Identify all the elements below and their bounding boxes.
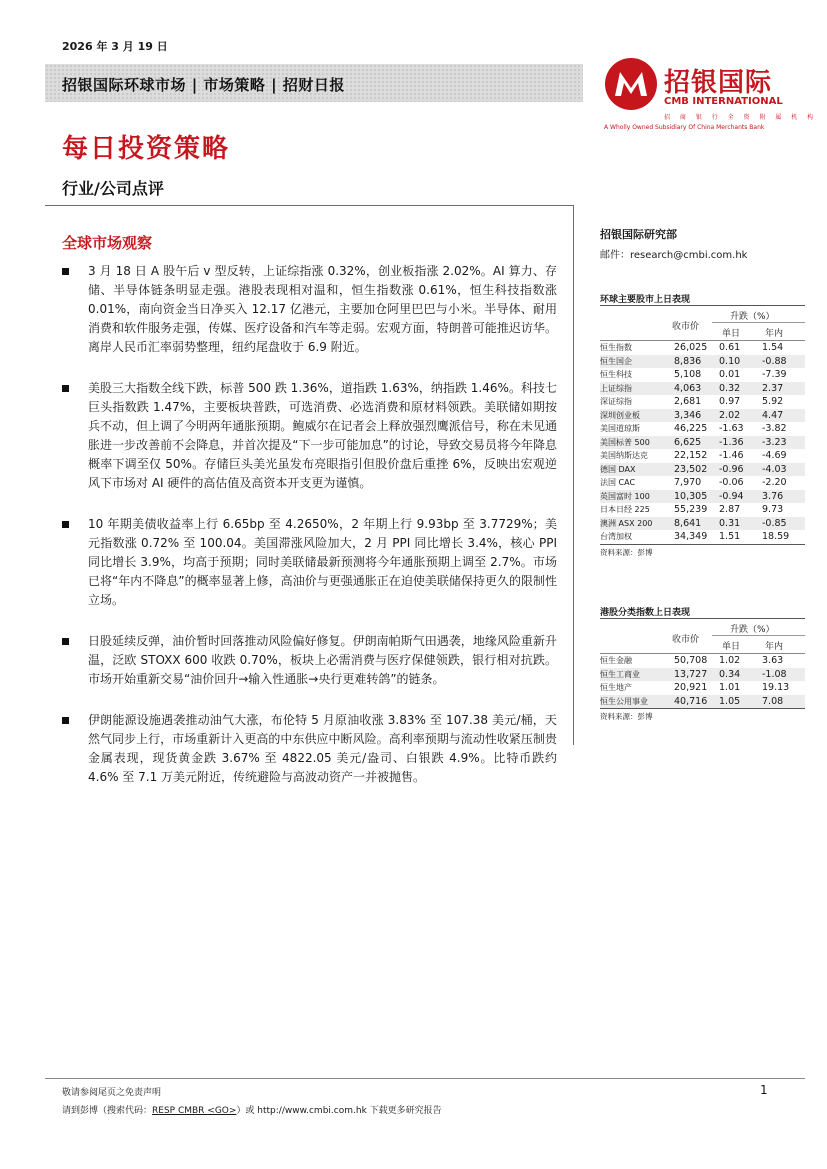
row-day: 0.61 (719, 342, 741, 353)
col-change: 升跌（%） (730, 312, 775, 322)
row-price: 26,025 (674, 342, 708, 353)
footer-divider (45, 1078, 805, 1079)
logo-name-en: CMB INTERNATIONAL (664, 96, 783, 107)
table-row (600, 681, 805, 695)
row-price: 7,970 (674, 477, 702, 488)
col-ytd: 年内 (765, 642, 784, 652)
row-ytd: 2.37 (762, 382, 784, 394)
table-header (600, 618, 805, 654)
row-name: 日本日经 225 (600, 505, 650, 514)
list-item (62, 515, 557, 610)
footer-prefix: 请到彭博（搜索代码： (62, 1106, 153, 1116)
report-date: 2026 年 3 月 19 日 (62, 40, 168, 53)
bullet-text: 3 月 18 日 A 股午后 v 型反转，上证综指涨 0.32%，创业板指涨 2.02%。AI 算力、存储、半导体链条明显走强。港股表现相对温和，恒生指数涨 0.61%，恒生科技指数涨 0.01%，南向资金当日净买入 12.17 亿港元，主要加仓阿里巴巴与小米。半导体、耐用消费和软件服务走强，传媒、医疗设备和汽车等走弱。宏观方面，特朗普可能推迟访华。离岸人民币汇率弱势整理，纽约尾盘收于 6.9 附近。 (88, 264, 557, 354)
row-price: 6,625 (674, 436, 702, 448)
table-source: 资料来源：彭博 (600, 708, 805, 722)
row-name: 深证综指 (600, 397, 632, 406)
table-row (600, 395, 805, 409)
table-row (600, 490, 805, 504)
footer-download-note (62, 1103, 442, 1116)
row-day: -0.94 (719, 490, 744, 502)
row-ytd: -0.88 (762, 355, 787, 367)
list-item (62, 379, 557, 493)
page-subtitle: 行业/公司点评 (62, 179, 164, 198)
table-body (600, 341, 805, 544)
table-row (600, 654, 805, 668)
section-title: 全球市场观察 (62, 234, 153, 252)
row-day: 0.34 (719, 668, 741, 680)
logo-sub-en: A Wholly Owned Subsidiary Of China Merchants Bank (604, 124, 765, 131)
divider (45, 205, 573, 206)
row-price: 2,681 (674, 396, 702, 407)
footer-website[interactable]: ）或 http://www.cmbi.com.hk 下载更多研究报告 (236, 1106, 442, 1116)
row-ytd: -0.85 (762, 517, 787, 529)
table-row (600, 530, 805, 544)
row-name: 台湾加权 (600, 532, 632, 541)
bullet-list (62, 262, 557, 809)
row-price: 5,108 (674, 369, 702, 380)
cmbi-logo-icon (603, 56, 659, 112)
row-ytd: -3.23 (762, 436, 787, 448)
row-name: 美国纳斯达克 (600, 451, 648, 460)
row-day: -1.46 (719, 450, 744, 461)
table-row (600, 517, 805, 531)
page-title: 每日投资策略 (62, 134, 231, 164)
row-ytd: 3.63 (762, 655, 784, 666)
bloomberg-code-link[interactable]: RESP CMBR <GO> (152, 1106, 237, 1116)
row-name: 深圳创业板 (600, 410, 640, 420)
row-ytd: -7.39 (762, 369, 787, 380)
table-row (600, 382, 805, 396)
row-day: 2.02 (719, 409, 741, 421)
list-item (62, 262, 557, 357)
row-price: 55,239 (674, 504, 708, 515)
row-price: 13,727 (674, 668, 708, 680)
row-name: 英国富时 100 (600, 491, 650, 501)
row-price: 10,305 (674, 490, 708, 502)
table-row (600, 668, 805, 682)
row-price: 4,063 (674, 382, 702, 394)
table-row (600, 409, 805, 423)
row-ytd: 7.08 (762, 695, 784, 707)
row-name: 上证综指 (600, 383, 632, 393)
row-ytd: -4.03 (762, 463, 787, 475)
row-name: 恒生公用事业 (600, 696, 648, 706)
table-row (600, 436, 805, 450)
row-day: 1.51 (719, 531, 741, 542)
row-ytd: -4.69 (762, 450, 787, 461)
logo-sub-cn: 招 商 银 行 全 资 附 属 机 构 (664, 114, 818, 121)
row-day: 0.97 (719, 396, 741, 407)
table-body (600, 654, 805, 708)
research-email[interactable]: 邮件：research@cmbi.com.hk (600, 250, 748, 261)
row-ytd: -1.08 (762, 668, 787, 680)
footer-disclaimer: 敬请参阅尾页之免责声明 (62, 1088, 162, 1098)
row-name: 恒生地产 (600, 683, 632, 692)
table-row (600, 355, 805, 369)
table2-title: 港股分类指数上日表现 (600, 608, 691, 618)
table-source: 资料来源：彭博 (600, 544, 805, 558)
bullet-square-icon (62, 521, 69, 528)
row-price: 46,225 (674, 423, 708, 434)
bullet-text: 美股三大指数全线下跌，标普 500 跌 1.36%，道指跌 1.63%，纳指跌 1.46%。科技七巨头指数跌 1.47%，主要板块普跌，可选消费、必选消费和原材料领跌。美联储如期按兵不动，但上调了今明两年通胀预期。鲍威尔在记者会上释放强烈鹰派信号，称在未见通胀进一步改善前不会降息，并首次提及“下一步可能加息”的讨论，导致交易员将今年降息概率下调至仅 50%。存储巨头美光虽发布亮眼指引但股价盘后重挫 6%，反映出宏观逆风下市场对 AI 硬件的高估值及高资本开支更为谨慎。 (88, 381, 557, 490)
row-ytd: 3.76 (762, 490, 784, 502)
row-ytd: 1.54 (762, 342, 784, 353)
row-price: 8,641 (674, 517, 702, 529)
bullet-square-icon (62, 385, 69, 392)
table-row (600, 503, 805, 517)
col-day: 单日 (722, 329, 741, 339)
bullet-text: 10 年期美债收益率上行 6.65bp 至 4.2650%，2 年期上行 9.93bp 至 3.7729%；美元指数涨 0.72% 至 100.04。美国滞涨风险加大，2 月 PPI 同比增长 3.4%，核心 PPI 同比增长 3.9%，均高于预期；同时美联储最新预测将今年通胀预期上调至 2.7%。市场已将“年内不降息”的概率显著上修，高油价与更强通胀正在迫使美联储保持更久的限制性立场。 (88, 517, 557, 607)
bullet-square-icon (62, 717, 69, 724)
col-day: 单日 (722, 642, 741, 652)
table-row (600, 422, 805, 436)
row-name: 法国 CAC (600, 478, 636, 487)
row-day: -0.06 (719, 477, 744, 488)
table-row (600, 449, 805, 463)
header-divider (712, 322, 805, 323)
header-band-title: 招银国际环球市场 | 市场策略 | 招财日报 (62, 76, 345, 94)
row-ytd: 19.13 (762, 682, 790, 693)
row-name: 恒生国企 (600, 356, 632, 366)
row-day: -1.63 (719, 423, 744, 434)
row-name: 美国标普 500 (600, 437, 650, 447)
row-day: 0.31 (719, 517, 741, 529)
row-price: 20,921 (674, 682, 708, 693)
row-name: 德国 DAX (600, 464, 636, 474)
table1-title: 环球主要股市上日表现 (600, 295, 691, 305)
row-day: 1.02 (719, 655, 741, 666)
row-ytd: -3.82 (762, 423, 787, 434)
table-row (600, 341, 805, 355)
row-day: 1.01 (719, 682, 741, 693)
row-name: 美国道琼斯 (600, 424, 640, 433)
column-divider (573, 205, 574, 745)
bullet-square-icon (62, 638, 69, 645)
row-day: 0.01 (719, 369, 741, 380)
row-ytd: 9.73 (762, 504, 784, 515)
hk-sector-table (600, 618, 805, 722)
row-day: 0.32 (719, 382, 741, 394)
row-price: 22,152 (674, 450, 708, 461)
row-name: 恒生指数 (600, 343, 632, 352)
bullet-square-icon (62, 268, 69, 275)
global-markets-table (600, 305, 805, 558)
row-day: 1.05 (719, 695, 741, 707)
header-band (45, 64, 583, 102)
research-dept: 招银国际研究部 (600, 228, 677, 241)
row-ytd: 5.92 (762, 396, 784, 407)
row-ytd: 4.47 (762, 409, 784, 421)
logo-name-cn: 招银国际 (664, 68, 773, 98)
row-day: 0.10 (719, 355, 741, 367)
row-price: 40,716 (674, 695, 708, 707)
col-change: 升跌（%） (730, 625, 775, 635)
row-price: 3,346 (674, 409, 702, 421)
col-ytd: 年内 (765, 329, 784, 339)
row-ytd: 18.59 (762, 531, 790, 542)
table-header (600, 305, 805, 341)
bullet-text: 日股延续反弹，油价暂时回落推动风险偏好修复。伊朗南帕斯气田遇袭，地缘风险重新升温，泛欧 STOXX 600 收跌 0.70%，板块上必需消费与医疗保健领跌，银行相对抗跌。 市场开始重新交易“油价回升→输入性通胀→央行更难转鸽”的链条。 (88, 634, 557, 686)
row-day: 2.87 (719, 504, 741, 515)
table-row (600, 476, 805, 490)
bullet-text: 伊朗能源设施遇袭推动油气大涨，布伦特 5 月原油收涨 3.83% 至 107.38 美元/桶，天然气同步上行，市场重新计入更高的中东供应中断风险。高利率预期与流动性收紧压制贵金属表现，现货黄金跌 3.67% 至 4822.05 美元/盎司、白银跌 4.9%。比特币跌约 4.6% 至 7.1 万美元附近，传统避险与高波动资产一并被抛售。 (88, 713, 557, 784)
row-name: 恒生科技 (600, 370, 632, 379)
list-item (62, 632, 557, 689)
col-price: 收市价 (672, 322, 700, 332)
row-ytd: -2.20 (762, 477, 787, 488)
row-price: 8,836 (674, 355, 702, 367)
row-day: -0.96 (719, 463, 744, 475)
table-row (600, 463, 805, 477)
col-price: 收市价 (672, 635, 700, 645)
page-number: 1 (760, 1083, 768, 1097)
row-price: 50,708 (674, 655, 708, 666)
row-day: -1.36 (719, 436, 744, 448)
table-row (600, 368, 805, 382)
table-row (600, 695, 805, 709)
row-name: 恒生金融 (600, 656, 632, 665)
list-item (62, 711, 557, 787)
header-divider (712, 635, 805, 636)
row-price: 23,502 (674, 463, 708, 475)
row-name: 澳洲 ASX 200 (600, 518, 653, 528)
row-price: 34,349 (674, 531, 708, 542)
row-name: 恒生工商业 (600, 669, 640, 679)
